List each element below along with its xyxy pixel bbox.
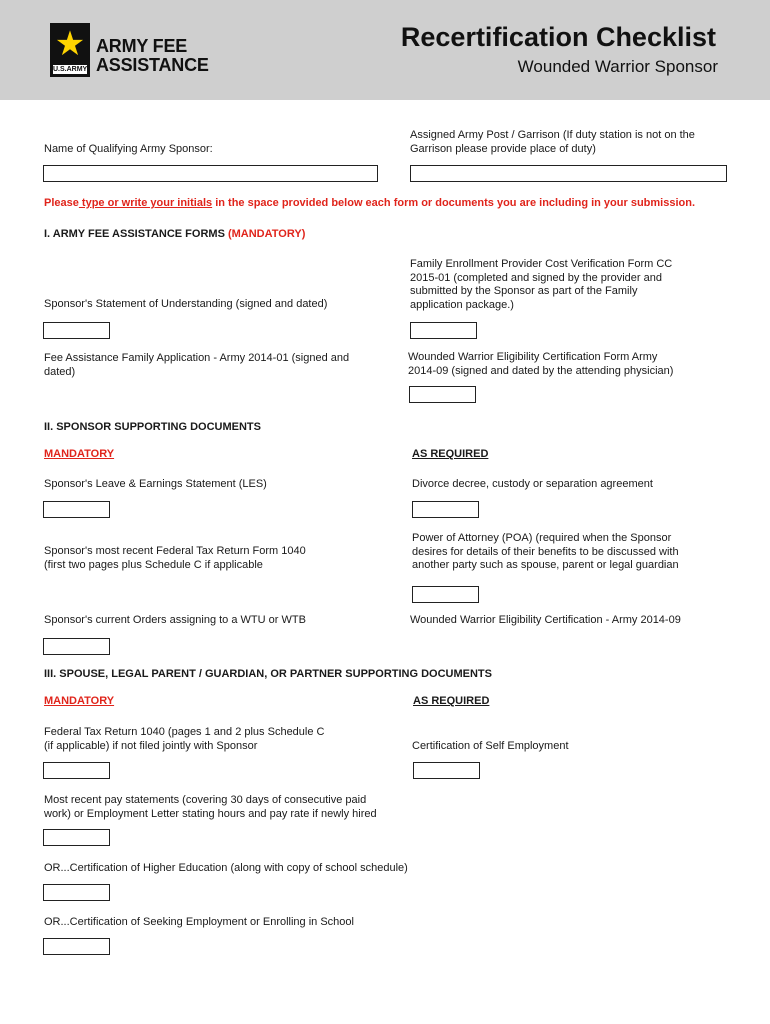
initials-box[interactable] <box>410 322 477 339</box>
garrison-label: Assigned Army Post / Garrison (If duty station is not on the Garrison please provide place of duty) <box>410 129 695 155</box>
initials-box[interactable] <box>409 386 476 403</box>
instructions: Please type or write your initials in the space provided below each form or documents you are including in your submission. <box>44 197 696 209</box>
initials-box[interactable] <box>43 501 110 518</box>
initials-box[interactable] <box>413 762 480 779</box>
initials-box[interactable] <box>43 638 110 655</box>
section-2-mandatory-label: MANDATORY <box>44 448 115 460</box>
section-3-as-required-label: AS REQUIRED <box>413 695 490 707</box>
sponsor-name-label: Name of Qualifying Army Sponsor: <box>44 143 213 155</box>
logo-badge: U.S.ARMY <box>53 66 88 73</box>
initials-box[interactable] <box>43 829 110 846</box>
initials-box[interactable] <box>43 884 110 901</box>
doc-ww-eligibility-cert: Wounded Warrior Eligibility Certification - Army 2014-09 <box>410 614 681 626</box>
doc-self-employment: Certification of Self Employment <box>412 740 569 752</box>
form-ww-eligibility: Wounded Warrior Eligibility Certification Form Army 2014-09 (signed and dated by the attending physician) <box>408 351 674 377</box>
section-2-title: II. SPONSOR SUPPORTING DOCUMENTS <box>44 421 261 433</box>
initials-box[interactable] <box>43 322 110 339</box>
garrison-field[interactable] <box>410 165 727 182</box>
doc-spouse-tax-return: Federal Tax Return 1040 (pages 1 and 2 plus Schedule C (if applicable) if not filed jointly with Sponsor <box>44 726 325 752</box>
army-fee-assistance-logo <box>50 23 220 79</box>
doc-current-orders: Sponsor's current Orders assigning to a WTU or WTB <box>44 614 306 626</box>
form-family-application: Fee Assistance Family Application - Army 2014-01 (signed and dated) <box>44 352 350 378</box>
document-subtitle: Wounded Warrior Sponsor <box>517 57 718 76</box>
army-star-icon: ★ U.S.ARMY <box>50 23 90 77</box>
sponsor-name-field[interactable] <box>43 165 378 182</box>
initials-box[interactable] <box>43 938 110 955</box>
doc-seeking-employment: OR...Certification of Seeking Employment or Enrolling in School <box>44 916 354 928</box>
initials-box[interactable] <box>412 586 479 603</box>
section-1-title: I. ARMY FEE ASSISTANCE FORMS (MANDATORY) <box>44 228 306 240</box>
doc-pay-statements: Most recent pay statements (covering 30 days of consecutive paid work) or Employment Letter stating hours and pay rate if newly hired <box>44 794 377 820</box>
initials-box[interactable] <box>412 501 479 518</box>
doc-divorce-decree: Divorce decree, custody or separation agreement <box>412 478 653 490</box>
logo-line-2: ASSISTANCE <box>96 55 209 75</box>
doc-tax-return-1040: Sponsor's most recent Federal Tax Return Form 1040 (first two pages plus Schedule C if applicable <box>44 545 306 571</box>
section-3-title: III. SPOUSE, LEGAL PARENT / GUARDIAN, OR PARTNER SUPPORTING DOCUMENTS <box>44 668 492 680</box>
logo-line-1: ARMY FEE <box>96 36 188 56</box>
form-statement-of-understanding: Sponsor's Statement of Understanding (signed and dated) <box>44 298 328 310</box>
section-3-mandatory-label: MANDATORY <box>44 695 115 707</box>
section-2-as-required-label: AS REQUIRED <box>412 448 489 460</box>
doc-power-of-attorney: Power of Attorney (POA) (required when the Sponsor desires for details of their benefits to be discussed with another party such as spouse, parent or legal guardian <box>412 532 679 571</box>
initials-box[interactable] <box>43 762 110 779</box>
form-cost-verification: Family Enrollment Provider Cost Verification Form CC 2015-01 (completed and signed by the provider and submitted by the Sponsor as part of the Family application package.) <box>410 258 673 311</box>
document-title: Recertification Checklist <box>400 22 716 52</box>
doc-higher-education: OR...Certification of Higher Education (along with copy of school schedule) <box>44 862 408 874</box>
doc-les: Sponsor's Leave & Earnings Statement (LES) <box>44 478 267 490</box>
page-header <box>0 0 770 100</box>
